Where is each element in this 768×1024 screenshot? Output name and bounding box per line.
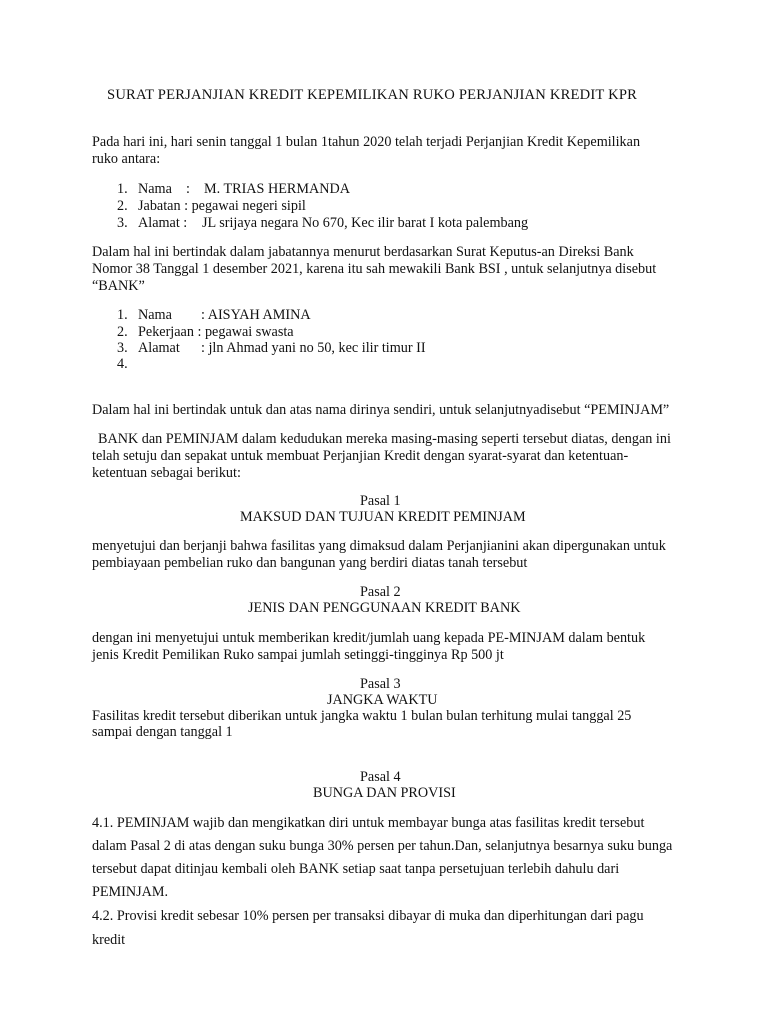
party1-jabatan: Jabatan : pegawai negeri sipil: [138, 198, 306, 214]
agreement-paragraph-line-2: telah setuju dan sepakat untuk membuat Perjanjian Kredit dengan syarat-syarat dan ketentuan-: [92, 448, 629, 464]
pasal-3-line-2: sampai dengan tanggal 1: [92, 724, 233, 740]
pasal-1-line-2: pembiayaan pembelian ruko dan bangunan yang berdiri diatas tanah tersebut: [92, 555, 528, 571]
list-number: 2.: [117, 198, 128, 214]
list-number: 3.: [117, 340, 128, 356]
pasal-3-heading: JANGKA WAKTU: [327, 692, 438, 708]
pasal-4-heading: BUNGA DAN PROVISI: [313, 785, 456, 801]
document-title: SURAT PERJANJIAN KREDIT KEPEMILIKAN RUKO PERJANJIAN KREDIT KPR: [107, 87, 638, 103]
party1-alamat-value: JL srijaya negara No 670, Kec ilir barat I kota palembang: [202, 215, 529, 231]
list-number: 3.: [117, 215, 128, 231]
pasal-4-1-line-3: tersebut dapat ditinjau kembali oleh BANK setiap saat tanpa persetujuan terlebih dahulu dari: [92, 861, 620, 877]
party2-alamat-value: : jln Ahmad yani no 50, kec ilir timur II: [201, 340, 426, 356]
party1-name-value: M. TRIAS HERMANDA: [204, 181, 350, 197]
pasal-4-2-line-1: 4.2. Provisi kredit sebesar 10% persen per transaksi dibayar di muka dan diperhitungan dari pagu: [92, 908, 644, 924]
pasal-3-line-1: Fasilitas kredit tersebut diberikan untuk jangka waktu 1 bulan bulan terhitung mulai tanggal 25: [92, 708, 632, 724]
pasal-4-1-line-2: dalam Pasal 2 di atas dengan suku bunga 30% persen per tahun.Dan, selanjutnya besarnya suku bunga: [92, 838, 673, 854]
party2-pekerjaan: Pekerjaan : pegawai swasta: [138, 324, 294, 340]
pasal-4-1-line-4: PEMINJAM.: [92, 884, 169, 900]
pasal-4-number: Pasal 4: [360, 769, 401, 785]
bank-paragraph-line-1: Dalam hal ini bertindak dalam jabatannya menurut berdasarkan Surat Keputus-an Direksi Bank: [92, 244, 634, 260]
party2-alamat-label: Alamat: [138, 340, 180, 356]
pasal-2-number: Pasal 2: [360, 584, 401, 600]
agreement-paragraph-line-3: ketentuan sebagai berikut:: [92, 465, 241, 481]
list-number: 4.: [117, 356, 128, 372]
agreement-paragraph-line-1: BANK dan PEMINJAM dalam kedudukan mereka masing-masing seperti tersebut diatas, dengan ini: [98, 431, 671, 447]
pasal-4-1-line-1: 4.1. PEMINJAM wajib dan mengikatkan diri untuk membayar bunga atas fasilitas kredit tersebut: [92, 815, 645, 831]
party1-name-label: Nama: [138, 181, 172, 197]
party1-alamat-label: Alamat :: [138, 215, 188, 231]
bank-paragraph-line-2: Nomor 38 Tanggal 1 desember 2021, karena itu sah mewakili Bank BSI , untuk selanjutnya disebut: [92, 261, 657, 277]
bank-paragraph-line-3: “BANK”: [92, 278, 145, 294]
pasal-2-heading: JENIS DAN PENGGUNAAN KREDIT BANK: [248, 600, 521, 616]
pasal-3-number: Pasal 3: [360, 676, 401, 692]
peminjam-paragraph: Dalam hal ini bertindak untuk dan atas nama dirinya sendiri, untuk selanjutnyadisebut “PEMINJAM”: [92, 402, 670, 418]
list-number: 2.: [117, 324, 128, 340]
list-number: 1.: [117, 181, 128, 197]
list-number: 1.: [117, 307, 128, 323]
party1-name-separator: :: [186, 181, 190, 197]
party2-name-label: Nama: [138, 307, 172, 323]
pasal-1-line-1: menyetujui dan berjanji bahwa fasilitas yang dimaksud dalam Perjanjianini akan dipergunakan untuk: [92, 538, 666, 554]
intro-line-2: ruko antara:: [92, 151, 161, 167]
pasal-2-line-1: dengan ini menyetujui untuk memberikan kredit/jumlah uang kepada PE-MINJAM dalam bentuk: [92, 630, 646, 646]
pasal-2-line-2: jenis Kredit Pemilikan Ruko sampai jumlah setinggi-tingginya Rp 500 jt: [92, 647, 504, 663]
pasal-1-number: Pasal 1: [360, 493, 401, 509]
intro-line-1: Pada hari ini, hari senin tanggal 1 bulan 1tahun 2020 telah terjadi Perjanjian Kredit Kepemilikan: [92, 134, 641, 150]
pasal-1-heading: MAKSUD DAN TUJUAN KREDIT PEMINJAM: [240, 509, 526, 525]
party2-name-value: : AISYAH AMINA: [201, 307, 311, 323]
pasal-4-2-line-2: kredit: [92, 932, 126, 948]
